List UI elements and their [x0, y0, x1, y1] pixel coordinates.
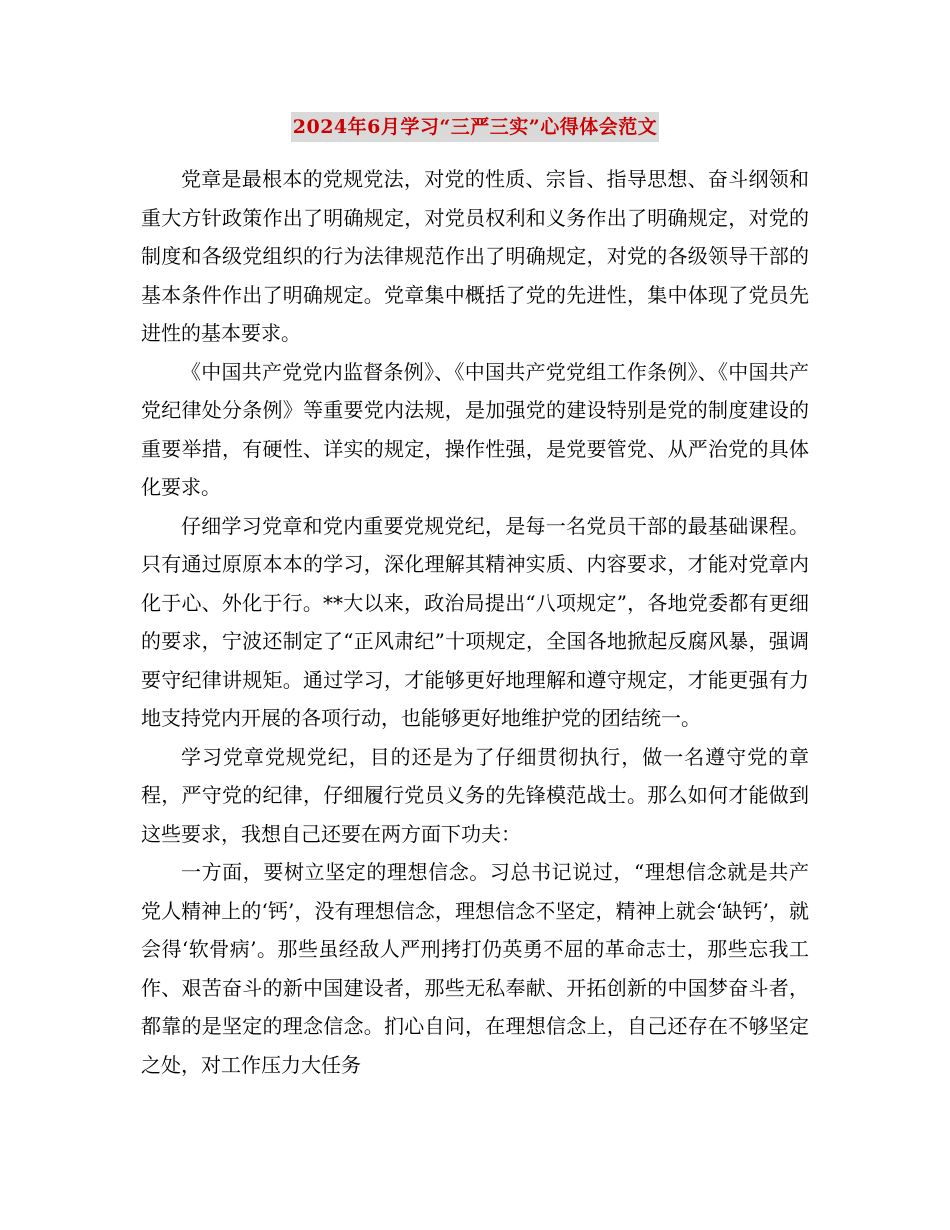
paragraph: 一方面，要树立坚定的理想信念。习总书记说过，“理想信念就是共产党人精神上的‘钙’，没有理想信念，理想信念不坚定，精神上就会‘缺钙’，就会得‘软骨病’。那些虽经敌人严刑拷打仍英勇不屈的革命志士，那些忘我工作、艰苦奋斗的新中国建设者，那些无私奉献、开拓创新的中国梦奋斗者，都靠的是坚定的理念信念。扪心自问，在理想信念上，自己还存在不够坚定之处，对工作压力大任务 — [141, 860, 809, 1077]
document-title: 2024年6月学习“三严三实”心得体会范文 — [291, 112, 659, 142]
paragraph: 《中国共产党党内监督条例》、《中国共产党党组工作条例》、《中国共产党纪律处分条例》等重要党内法规，是加强党的建设特别是党的制度建设的重要举措，有硬性、详实的规定，操作性强，是党要管党、从严治党的具体化要求。 — [141, 359, 809, 499]
document-body — [141, 160, 809, 1084]
paragraph: 学习党章党规党纪，目的还是为了仔细贯彻执行，做一名遵守党的章程，严守党的纪律，仔细履行党员义务的先锋模范战士。那么如何才能做到这些要求，我想自己还要在两方面下功夫： — [141, 744, 809, 846]
paragraph: 党章是最根本的党规党法，对党的性质、宗旨、指导思想、奋斗纲领和重大方针政策作出了明确规定，对党员权利和义务作出了明确规定，对党的制度和各级党组织的行为法律规范作出了明确规定，对党的各级领导干部的基本条件作出了明确规定。党章集中概括了党的先进性，集中体现了党员先进性的基本要求。 — [141, 167, 809, 345]
paragraph: 仔细学习党章和党内重要党规党纪，是每一名党员干部的最基础课程。只有通过原原本本的学习，深化理解其精神实质、内容要求，才能对党章内化于心、外化于行。**大以来，政治局提出“八项规定”，各地党委都有更细的要求，宁波还制定了“正风肃纪”十项规定，全国各地掀起反腐风暴，强调要守纪律讲规矩。通过学习，才能够更好地理解和遵守规定，才能更强有力地支持党内开展的各项行动，也能够更好地维护党的团结统一。 — [141, 513, 809, 730]
title-container — [0, 112, 950, 142]
